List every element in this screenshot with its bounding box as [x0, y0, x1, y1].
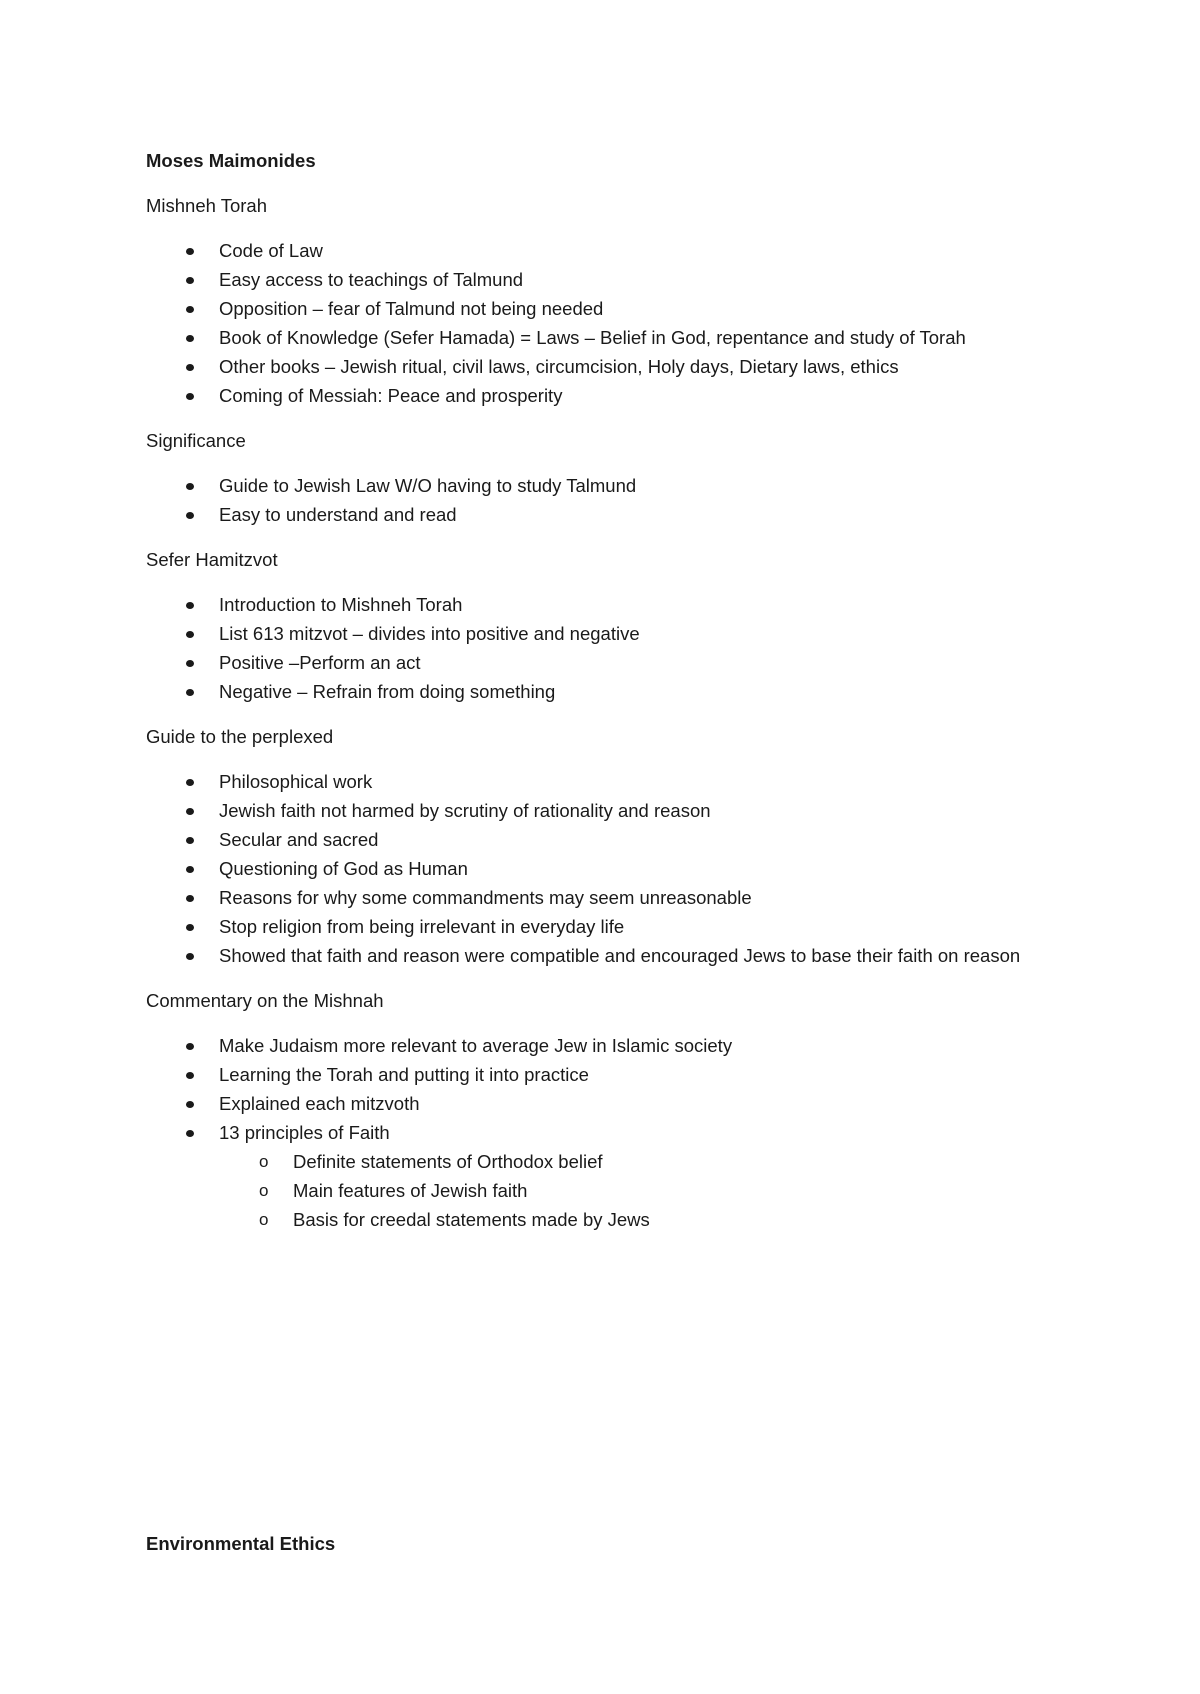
bullet-icon — [186, 277, 194, 284]
list-item: Philosophical work — [146, 767, 1056, 796]
list-item: Opposition – fear of Talmund not being needed — [146, 294, 1056, 323]
section-heading-guide-to-the-perplexed: Guide to the perplexed — [146, 726, 334, 747]
sub-list-item: o Basis for creedal statements made by Jews — [146, 1205, 1056, 1234]
list-item: Questioning of God as Human — [146, 854, 1056, 883]
hollow-circle-bullet-icon: o — [259, 1210, 269, 1229]
bullet-icon — [186, 306, 194, 313]
hollow-circle-bullet-icon: o — [259, 1181, 269, 1200]
list-item: Easy to understand and read — [146, 500, 1056, 529]
list-item: Reasons for why some commandments may seem unreasonable — [146, 883, 1056, 912]
bullet-icon — [186, 924, 194, 931]
bullet-icon — [186, 1130, 194, 1137]
list-item: Code of Law — [146, 236, 1056, 265]
bullet-icon — [186, 689, 194, 696]
list-item: Make Judaism more relevant to average Jew in Islamic society — [146, 1031, 1056, 1060]
bullet-icon — [186, 1101, 194, 1108]
section-heading-significance: Significance — [146, 430, 246, 451]
list-item: Other books – Jewish ritual, civil laws, circumcision, Holy days, Dietary laws, ethics — [146, 352, 1056, 381]
bullet-list-commentary-on-the-mishnah — [146, 1031, 1056, 1234]
list-item: Stop religion from being irrelevant in everyday life — [146, 912, 1056, 941]
list-item: Coming of Messiah: Peace and prosperity — [146, 381, 1056, 410]
bullet-icon — [186, 779, 194, 786]
list-item: Secular and sacred — [146, 825, 1056, 854]
document-body — [146, 146, 1056, 1250]
list-item: Positive –Perform an act — [146, 648, 1056, 677]
bullet-list-significance — [146, 471, 1056, 529]
bullet-icon — [186, 660, 194, 667]
list-item: List 613 mitzvot – divides into positive and negative — [146, 619, 1056, 648]
bullet-icon — [186, 837, 194, 844]
list-item: 13 principles of Faith o Definite statements of Orthodox belief o Main features of Jewish faith o Basis for creedal statements made by Jews — [146, 1118, 1056, 1234]
list-item: Easy access to teachings of Talmund — [146, 265, 1056, 294]
bullet-icon — [186, 953, 194, 960]
sub-bullet-list-principles — [219, 1147, 1056, 1234]
bullet-icon — [186, 866, 194, 873]
bullet-icon — [186, 248, 194, 255]
bullet-icon — [186, 602, 194, 609]
list-item: Showed that faith and reason were compatible and encouraged Jews to base their faith on reason — [146, 941, 1056, 970]
section-heading-commentary-on-the-mishnah: Commentary on the Mishnah — [146, 990, 384, 1011]
section-heading-mishneh-torah: Mishneh Torah — [146, 195, 268, 216]
bullet-icon — [186, 1043, 194, 1050]
hollow-circle-bullet-icon: o — [259, 1152, 269, 1171]
bullet-list-guide-to-the-perplexed — [146, 767, 1056, 970]
bullet-icon — [186, 393, 194, 400]
sub-list-item: o Main features of Jewish faith — [146, 1176, 1056, 1205]
bullet-list-sefer-hamitzvot — [146, 590, 1056, 706]
bullet-icon — [186, 335, 194, 342]
document-title: Moses Maimonides — [146, 150, 316, 171]
sub-list-item: o Definite statements of Orthodox belief — [146, 1147, 1056, 1176]
next-section-title: Environmental Ethics — [146, 1533, 336, 1554]
bullet-list-mishneh-torah — [146, 236, 1056, 410]
list-item: Learning the Torah and putting it into practice — [146, 1060, 1056, 1089]
bullet-icon — [186, 808, 194, 815]
section-heading-sefer-hamitzvot: Sefer Hamitzvot — [146, 549, 278, 570]
bullet-icon — [186, 895, 194, 902]
list-item: Explained each mitzvoth — [146, 1089, 1056, 1118]
bullet-icon — [186, 631, 194, 638]
list-item: Guide to Jewish Law W/O having to study Talmund — [146, 471, 1056, 500]
bullet-icon — [186, 483, 194, 490]
list-item: Jewish faith not harmed by scrutiny of rationality and reason — [146, 796, 1056, 825]
list-item: Book of Knowledge (Sefer Hamada) = Laws – Belief in God, repentance and study of Torah — [146, 323, 1056, 352]
bullet-icon — [186, 364, 194, 371]
bullet-icon — [186, 1072, 194, 1079]
list-item: Negative – Refrain from doing something — [146, 677, 1056, 706]
list-item: Introduction to Mishneh Torah — [146, 590, 1056, 619]
bullet-icon — [186, 512, 194, 519]
